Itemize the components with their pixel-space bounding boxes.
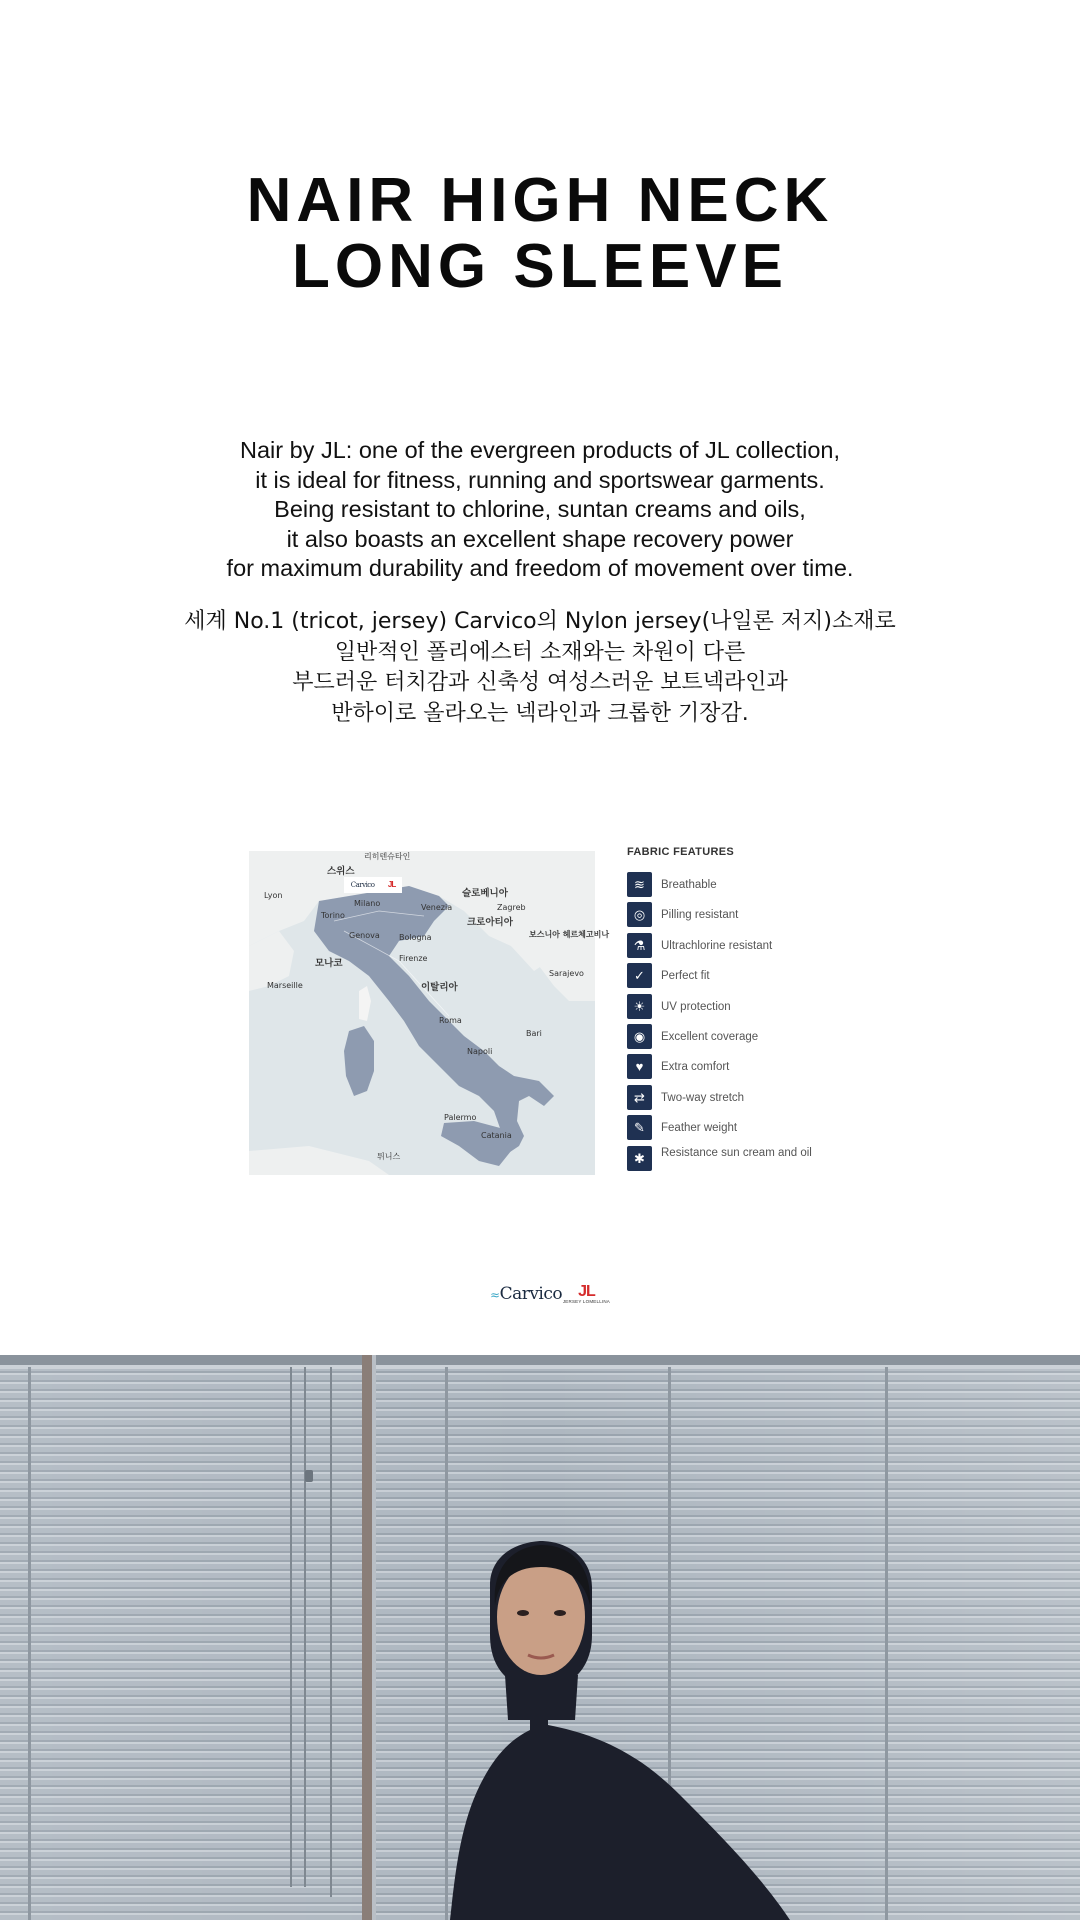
description-ko-line: 세계 No.1 (tricot, jersey) Carvico의 Nylon jersey(나일론 저지)소재로 — [184, 609, 896, 634]
feature-label: Ultrachlorine resistant — [661, 939, 773, 952]
product-title — [0, 168, 1080, 300]
map-label: Firenze — [399, 954, 428, 963]
uv-protection-icon: ☀ — [627, 994, 652, 1019]
description-en-line: it also boasts an excellent shape recovery power — [286, 525, 794, 552]
product-title-line-1: NAIR HIGH NECK — [246, 166, 834, 235]
feature-label: Perfect fit — [661, 970, 710, 983]
map-label: 모나코 — [315, 958, 343, 969]
feature-label: Resistance sun cream and oil — [661, 1146, 812, 1159]
map-label: Palermo — [444, 1113, 477, 1122]
model-photo-graphic — [0, 1355, 1080, 1920]
map-label: Sarajevo — [549, 969, 584, 978]
feature-sun-cream-resistance — [627, 1146, 827, 1176]
map-label: Bari — [526, 1029, 542, 1038]
feature-excellent-coverage — [627, 1024, 827, 1054]
map-label: 튀니스 — [377, 1152, 401, 1161]
map-label: 크로아티아 — [467, 917, 513, 928]
description-ko-line: 반하이로 올라오는 넥라인과 크롭한 기장감. — [331, 700, 749, 726]
jersey-lomellina-logo — [563, 1284, 610, 1304]
map-label: Catania — [481, 1131, 512, 1140]
map-label: Milano — [354, 899, 381, 908]
feather-weight-icon: ✎ — [627, 1115, 652, 1140]
description-en-line: Being resistant to chlorine, suntan creams and oils, — [274, 496, 806, 522]
map-label: Torino — [321, 911, 345, 920]
description-en-line: for maximum durability and freedom of movement over time. — [226, 555, 854, 581]
description-ko-line: 부드러운 터치감과 신축성 여성스러운 보트넥라인과 — [292, 670, 788, 695]
feature-label: Feather weight — [661, 1122, 738, 1135]
map-label: Marseille — [267, 981, 303, 990]
breathable-icon: ≋ — [627, 872, 652, 897]
sun-cream-resistance-icon: ✱ — [627, 1146, 652, 1171]
italy-map-graphic — [249, 851, 595, 1175]
feature-two-way-stretch — [627, 1085, 827, 1115]
feature-label: Breathable — [661, 879, 717, 891]
map-brand-tag — [344, 877, 402, 893]
brand-logos — [490, 1280, 610, 1308]
map-jl-logo: JL — [387, 880, 396, 889]
extra-comfort-icon: ♥ — [627, 1054, 652, 1079]
map-label: Lyon — [264, 891, 283, 900]
description-en-line: Nair by JL: one of the evergreen products of JL collection, — [239, 437, 841, 463]
jl-logo-text: JERSEY LOMELLINA — [562, 1299, 610, 1304]
pilling-resistant-icon: ◎ — [627, 902, 652, 927]
map-label: Genova — [349, 931, 380, 940]
map-label: 이탈리아 — [421, 982, 458, 993]
feature-feather-weight — [627, 1115, 827, 1145]
map-label: 슬로베니아 — [462, 888, 508, 899]
feature-label: Excellent coverage — [661, 1030, 759, 1043]
map-label: Bologna — [399, 933, 432, 942]
feature-label: Extra comfort — [661, 1061, 730, 1074]
feature-chlorine-resistant — [627, 933, 827, 963]
jl-logo-mark: JL — [578, 1283, 595, 1300]
product-title-line-2: LONG SLEEVE — [292, 232, 788, 301]
carvico-logo: ≈Carvico — [490, 1284, 563, 1304]
map-label: Roma — [439, 1016, 462, 1025]
feature-extra-comfort — [627, 1054, 827, 1084]
description-en-line: it is ideal for fitness, running and sportswear garments. — [255, 466, 825, 493]
fabric-features-panel — [627, 846, 827, 1176]
feature-uv-protection — [627, 994, 827, 1024]
description-korean — [0, 607, 1080, 729]
map-label: 보스니아 헤르체고비나 — [529, 930, 610, 939]
map-carvico-logo: Carvico — [350, 881, 375, 889]
feature-label: Pilling resistant — [661, 909, 739, 922]
map-label: Venezia — [421, 903, 453, 912]
feature-breathable — [627, 872, 827, 902]
two-way-stretch-icon: ⇄ — [627, 1085, 652, 1110]
italy-map — [249, 851, 610, 1175]
map-label: Zagreb — [497, 903, 526, 912]
chlorine-resistant-icon: ⚗ — [627, 933, 652, 958]
carvico-logo-text: Carvico — [499, 1284, 563, 1304]
perfect-fit-icon: ✓ — [627, 963, 652, 988]
excellent-coverage-icon: ◉ — [627, 1024, 652, 1049]
feature-label: UV protection — [661, 1000, 731, 1013]
feature-pilling-resistant — [627, 902, 827, 932]
description-english — [0, 436, 1080, 584]
fabric-features-title: FABRIC FEATURES — [627, 846, 734, 858]
map-label: Napoli — [467, 1047, 493, 1056]
feature-perfect-fit — [627, 963, 827, 993]
description-ko-line: 일반적인 폴리에스터 소재와는 차원이 다른 — [334, 639, 746, 665]
map-label: 스위스 — [327, 866, 355, 877]
map-label: 리히텐슈타인 — [364, 852, 411, 861]
feature-label: Two-way stretch — [661, 1091, 745, 1104]
model-photo — [0, 1355, 1080, 1920]
